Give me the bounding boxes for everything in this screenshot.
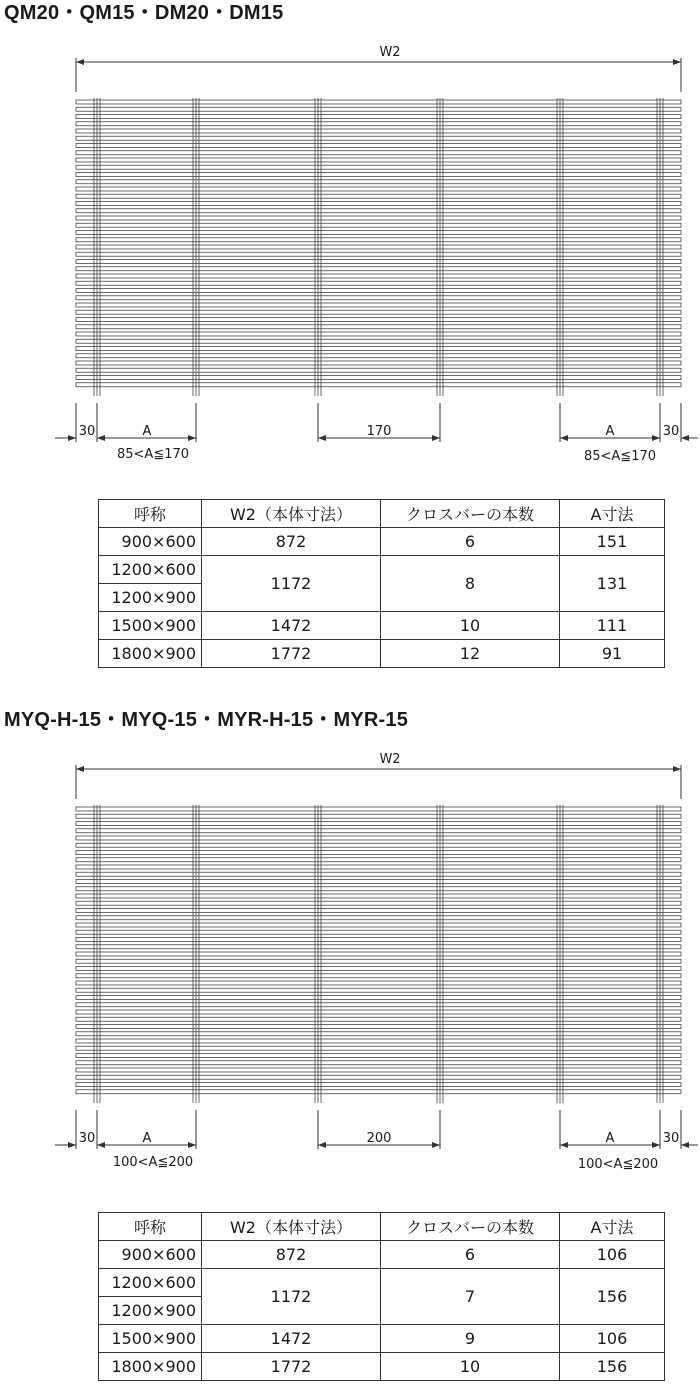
cell-count: 12: [381, 640, 560, 668]
bearing-bar: [76, 996, 681, 1000]
w2-label: W2: [379, 752, 401, 767]
bearing-bar: [76, 231, 681, 235]
bearing-bar: [76, 1010, 681, 1014]
bearing-bar: [76, 267, 681, 271]
bearing-bar: [76, 223, 681, 227]
header-w2: W2（本体寸法）: [202, 500, 381, 528]
cell-name: 1200×900: [99, 1297, 202, 1325]
edge-left-label: 30: [78, 1131, 96, 1146]
header-w2: W2（本体寸法）: [202, 1213, 381, 1241]
cell-name: 1200×600: [99, 556, 202, 584]
bearing-bar: [76, 974, 681, 978]
bearing-bar: [76, 303, 681, 307]
table-row: [99, 612, 665, 640]
header-crossbar-count: クロスバーの本数: [381, 1213, 560, 1241]
a-left-label: A: [142, 1131, 152, 1146]
bearing-bar: [76, 194, 681, 198]
bearing-bar: [76, 318, 681, 322]
bearing-bar: [76, 843, 681, 847]
cell-a: 156: [560, 1269, 665, 1325]
cell-count: 10: [381, 612, 560, 640]
cell-w2: 1472: [202, 1325, 381, 1353]
bearing-bar: [76, 945, 681, 949]
cell-count: 8: [381, 556, 560, 612]
w2-label: W2: [379, 45, 401, 60]
section-title: QM20・QM15・DM20・DM15: [4, 2, 284, 24]
edge-left-label: 30: [78, 424, 96, 439]
bearing-bar: [76, 289, 681, 293]
cell-count: 9: [381, 1325, 560, 1353]
bearing-bar: [76, 1025, 681, 1029]
center-pitch-label: 170: [366, 424, 392, 439]
bearing-bar: [76, 107, 681, 111]
bearing-bar: [76, 981, 681, 985]
bearing-bar: [76, 858, 681, 862]
header-name: 呼称: [99, 1213, 202, 1241]
table-row: [99, 1325, 665, 1353]
bearing-bar: [76, 916, 681, 920]
bearing-bar: [76, 187, 681, 191]
bearing-bar: [76, 923, 681, 927]
bearing-bar: [76, 361, 681, 365]
header-a-dimension: A寸法: [560, 500, 665, 528]
bearing-bar: [76, 959, 681, 963]
range-right-label: 100<A≦200: [577, 1157, 659, 1172]
bearing-bar: [76, 245, 681, 249]
bearing-bar: [76, 1046, 681, 1050]
table-header-row: [99, 1213, 665, 1241]
spec-table: [98, 1212, 665, 1381]
crossbars: [94, 805, 663, 1103]
bearing-bar: [76, 851, 681, 855]
bearing-bar: [76, 952, 681, 956]
bottom-dimensions: [55, 403, 698, 464]
bearing-bar: [76, 383, 681, 387]
bearing-bar: [76, 144, 681, 148]
bearing-bar: [76, 325, 681, 329]
bearing-bar: [76, 136, 681, 140]
bearing-bar: [76, 829, 681, 833]
cell-w2: 1472: [202, 612, 381, 640]
range-left-label: 100<A≦200: [112, 1155, 194, 1170]
cell-name: 1500×900: [99, 612, 202, 640]
bearing-bar: [76, 822, 681, 826]
spec-table: [98, 499, 665, 668]
bearing-bar: [76, 901, 681, 905]
header-a-dimension: A寸法: [560, 1213, 665, 1241]
cell-a: 131: [560, 556, 665, 612]
table-row: [99, 1269, 665, 1297]
edge-right-label: 30: [662, 424, 680, 439]
cell-a: 151: [560, 528, 665, 556]
bearing-bar: [76, 115, 681, 119]
cell-w2: 1772: [202, 640, 381, 668]
bearing-bar: [76, 129, 681, 133]
bearing-bar: [76, 887, 681, 891]
bearing-bar: [76, 872, 681, 876]
grating-drawing: [0, 707, 700, 1177]
bearing-bar: [76, 836, 681, 840]
cell-w2: 1172: [202, 556, 381, 612]
w2-dimension: [76, 752, 681, 799]
bearing-bar: [76, 209, 681, 213]
range-right-label: 85<A≦170: [583, 449, 657, 464]
cell-a: 106: [560, 1241, 665, 1269]
center-pitch-label: 200: [366, 1131, 392, 1146]
section-title: MYQ-H-15・MYQ-15・MYR-H-15・MYR-15: [4, 709, 409, 731]
cell-a: 106: [560, 1325, 665, 1353]
bearing-bar: [76, 807, 681, 811]
bearing-bar: [76, 1017, 681, 1021]
bearing-bar: [76, 930, 681, 934]
cell-name: 1500×900: [99, 1325, 202, 1353]
grating-drawing: [0, 0, 700, 480]
bearing-bar: [76, 281, 681, 285]
cell-name: 900×600: [99, 1241, 202, 1269]
bearing-bar: [76, 814, 681, 818]
crossbars: [94, 98, 663, 396]
bearing-bar: [76, 339, 681, 343]
header-name: 呼称: [99, 500, 202, 528]
a-left-label: A: [142, 424, 152, 439]
bearing-bar: [76, 376, 681, 380]
cell-name: 900×600: [99, 528, 202, 556]
bearing-bar: [76, 1003, 681, 1007]
bearing-bar: [76, 151, 681, 155]
section-myq-myr: [0, 707, 700, 1393]
bearing-bar: [76, 252, 681, 256]
table-row: [99, 556, 665, 584]
bearing-bar: [76, 1083, 681, 1087]
cell-w2: 872: [202, 1241, 381, 1269]
bearing-bar: [76, 310, 681, 314]
cell-count: 6: [381, 1241, 560, 1269]
table-header-row: [99, 500, 665, 528]
cell-name: 1800×900: [99, 640, 202, 668]
bearing-bar: [76, 1061, 681, 1065]
bearing-bar: [76, 1075, 681, 1079]
bearing-bar: [76, 354, 681, 358]
cell-a: 156: [560, 1353, 665, 1381]
bearing-bar: [76, 122, 681, 126]
cell-count: 7: [381, 1269, 560, 1325]
a-right-label: A: [605, 1131, 615, 1146]
bearing-bar: [76, 988, 681, 992]
bearing-bar: [76, 165, 681, 169]
bearing-bar: [76, 347, 681, 351]
bearing-bar: [76, 1032, 681, 1036]
bearing-bar: [76, 274, 681, 278]
bearing-bar: [76, 894, 681, 898]
bearing-bar: [76, 1068, 681, 1072]
cell-count: 10: [381, 1353, 560, 1381]
bearing-bar: [76, 296, 681, 300]
cell-a: 111: [560, 612, 665, 640]
table-row: [99, 640, 665, 668]
cell-w2: 1772: [202, 1353, 381, 1381]
cell-name: 1200×900: [99, 584, 202, 612]
bottom-dimensions: [55, 1110, 698, 1172]
w2-dimension: [76, 45, 681, 92]
bearing-bar: [76, 238, 681, 242]
cell-a: 91: [560, 640, 665, 668]
grating-bars: [76, 100, 681, 387]
header-crossbar-count: クロスバーの本数: [381, 500, 560, 528]
bearing-bar: [76, 938, 681, 942]
table-row: [99, 1241, 665, 1269]
bearing-bar: [76, 180, 681, 184]
bearing-bar: [76, 158, 681, 162]
cell-count: 6: [381, 528, 560, 556]
cell-w2: 1172: [202, 1269, 381, 1325]
bearing-bar: [76, 967, 681, 971]
bearing-bar: [76, 216, 681, 220]
bearing-bar: [76, 368, 681, 372]
bearing-bar: [76, 1090, 681, 1094]
bearing-bar: [76, 1054, 681, 1058]
bearing-bar: [76, 880, 681, 884]
bearing-bar: [76, 260, 681, 264]
range-left-label: 85<A≦170: [116, 447, 190, 462]
bearing-bar: [76, 100, 681, 104]
grating-bars: [76, 807, 681, 1094]
bearing-bar: [76, 332, 681, 336]
bearing-bar: [76, 909, 681, 913]
cell-w2: 872: [202, 528, 381, 556]
bearing-bar: [76, 865, 681, 869]
bearing-bar: [76, 1039, 681, 1043]
table-row: [99, 1353, 665, 1381]
bearing-bar: [76, 202, 681, 206]
cell-name: 1200×600: [99, 1269, 202, 1297]
bearing-bar: [76, 173, 681, 177]
edge-right-label: 30: [662, 1131, 680, 1146]
table-row: [99, 528, 665, 556]
cell-name: 1800×900: [99, 1353, 202, 1381]
a-right-label: A: [605, 424, 615, 439]
